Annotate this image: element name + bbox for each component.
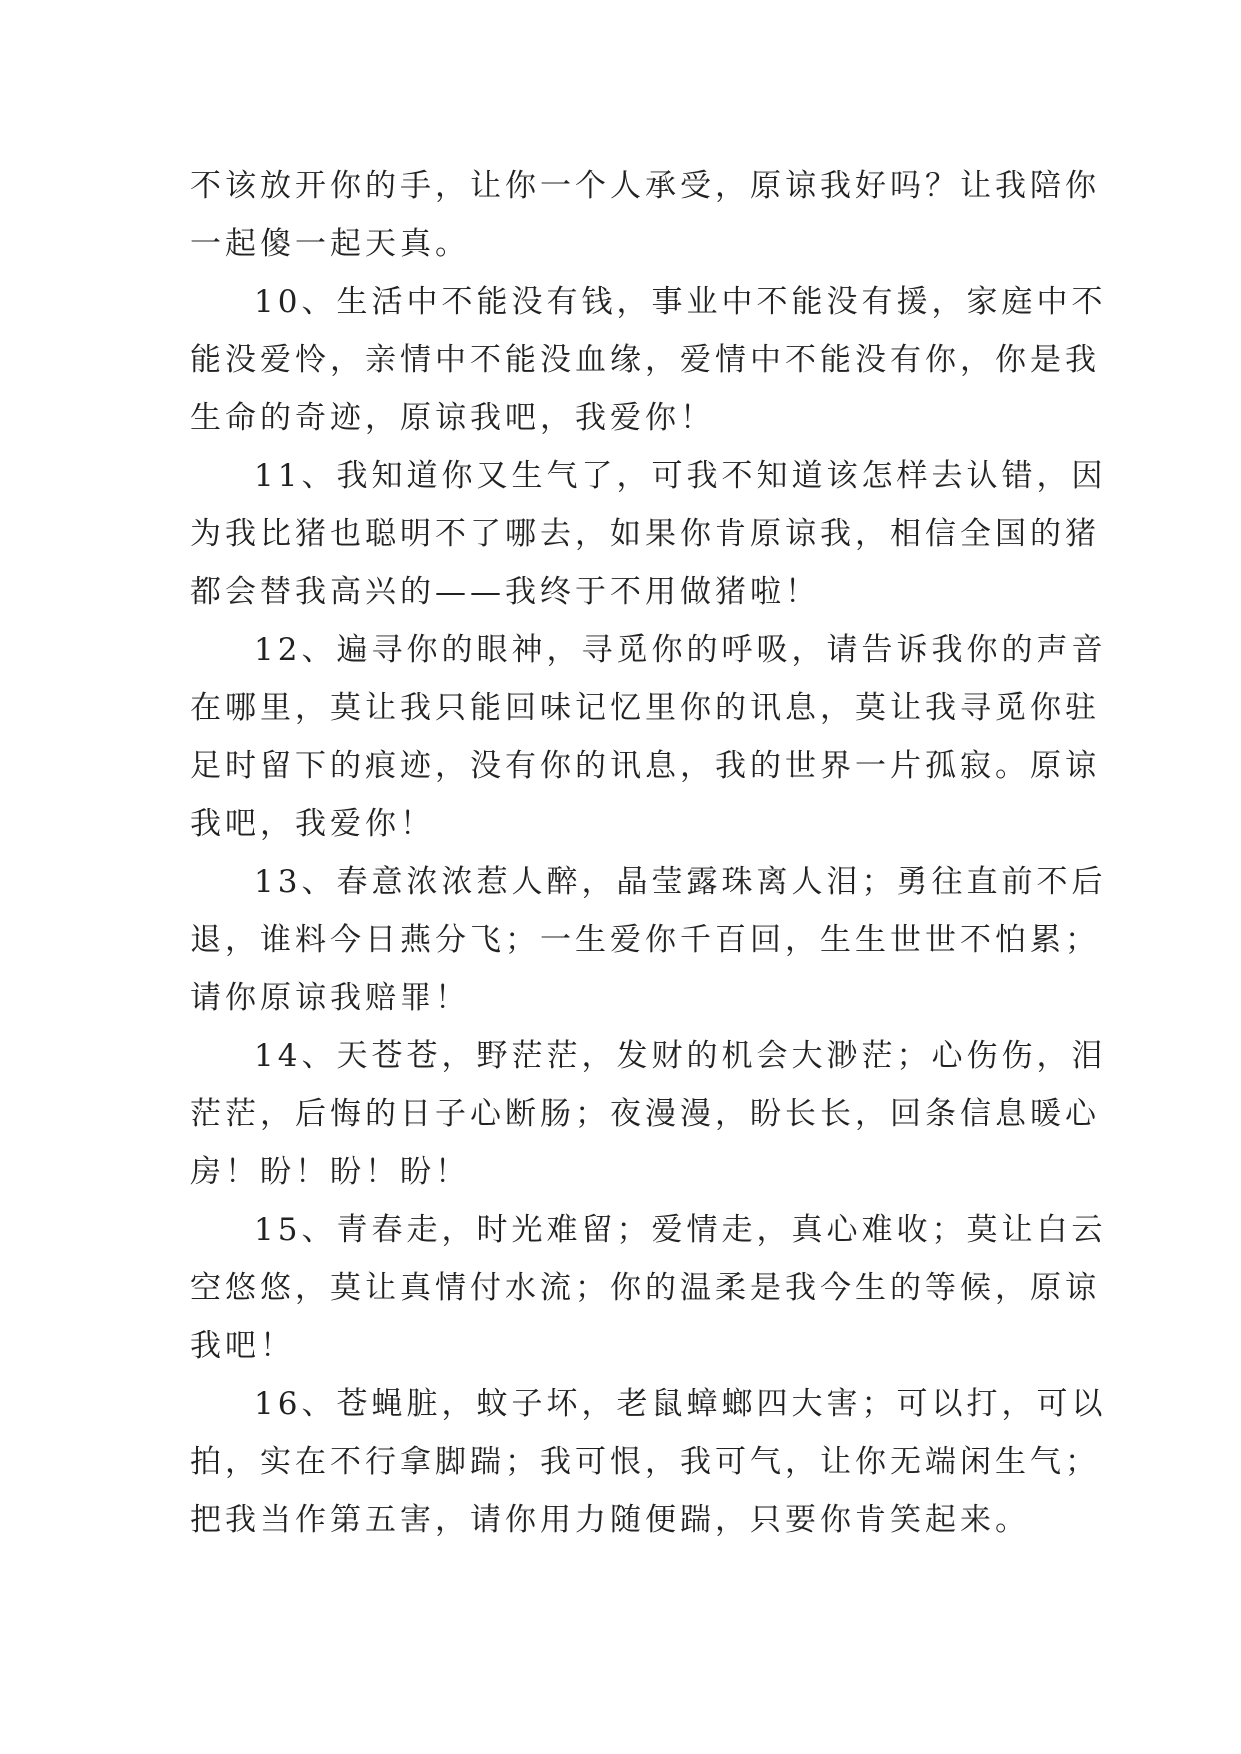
text-line: 我吧，我爱你！: [190, 806, 435, 842]
document-body: [190, 157, 1107, 1549]
text-line: 为我比猪也聪明不了哪去，如果你肯原谅我，相信全国的猪: [190, 516, 1100, 552]
text-line: 拍，实在不行拿脚踹；我可恨，我可气，让你无端闲生气；: [190, 1444, 1100, 1480]
text-line: 足时留下的痕迹，没有你的讯息，我的世界一片孤寂。原谅: [190, 748, 1100, 784]
text-line: 我吧！: [190, 1328, 295, 1364]
text-line: 10、生活中不能没有钱，事业中不能没有援，家庭中不: [254, 284, 1107, 320]
paragraph-10: [190, 273, 1107, 447]
text-line: 请你原谅我赔罪！: [190, 980, 470, 1016]
paragraph-15: [190, 1201, 1107, 1375]
text-line: 在哪里，莫让我只能回味记忆里你的讯息，莫让我寻觅你驻: [190, 690, 1100, 726]
text-line: 14、天苍苍，野茫茫，发财的机会大渺茫；心伤伤，泪: [254, 1038, 1107, 1074]
text-line: 能没爱怜，亲情中不能没血缘，爱情中不能没有你，你是我: [190, 342, 1100, 378]
text-line: 空悠悠，莫让真情付水流；你的温柔是我今生的等候，原谅: [190, 1270, 1100, 1306]
text-line: 生命的奇迹，原谅我吧，我爱你！: [190, 400, 715, 436]
text-line: 一起傻一起天真。: [190, 226, 470, 262]
paragraph-12: [190, 621, 1107, 853]
text-line: 房！盼！盼！盼！: [190, 1154, 470, 1190]
text-line: 把我当作第五害，请你用力随便踹，只要你肯笑起来。: [190, 1502, 1030, 1538]
paragraph-continuation: [190, 157, 1100, 273]
text-line: 退，谁料今日燕分飞；一生爱你千百回，生生世世不怕累；: [190, 922, 1100, 958]
paragraph-16: [190, 1375, 1107, 1549]
text-line: 都会替我高兴的——我终于不用做猪啦！: [190, 574, 820, 610]
text-line: 12、遍寻你的眼神，寻觅你的呼吸，请告诉我你的声音: [254, 632, 1107, 668]
paragraph-13: [190, 853, 1107, 1027]
text-line: 不该放开你的手，让你一个人承受，原谅我好吗？让我陪你: [190, 168, 1100, 204]
paragraph-11: [190, 447, 1107, 621]
text-line: 13、春意浓浓惹人醉，晶莹露珠离人泪；勇往直前不后: [254, 864, 1107, 900]
paragraph-14: [190, 1027, 1107, 1201]
text-line: 15、青春走，时光难留；爱情走，真心难收；莫让白云: [254, 1212, 1107, 1248]
text-line: 11、我知道你又生气了，可我不知道该怎样去认错，因: [254, 458, 1107, 494]
text-line: 茫茫，后悔的日子心断肠；夜漫漫，盼长长，回条信息暖心: [190, 1096, 1100, 1132]
text-line: 16、苍蝇脏，蚊子坏，老鼠蟑螂四大害；可以打，可以: [254, 1386, 1107, 1422]
